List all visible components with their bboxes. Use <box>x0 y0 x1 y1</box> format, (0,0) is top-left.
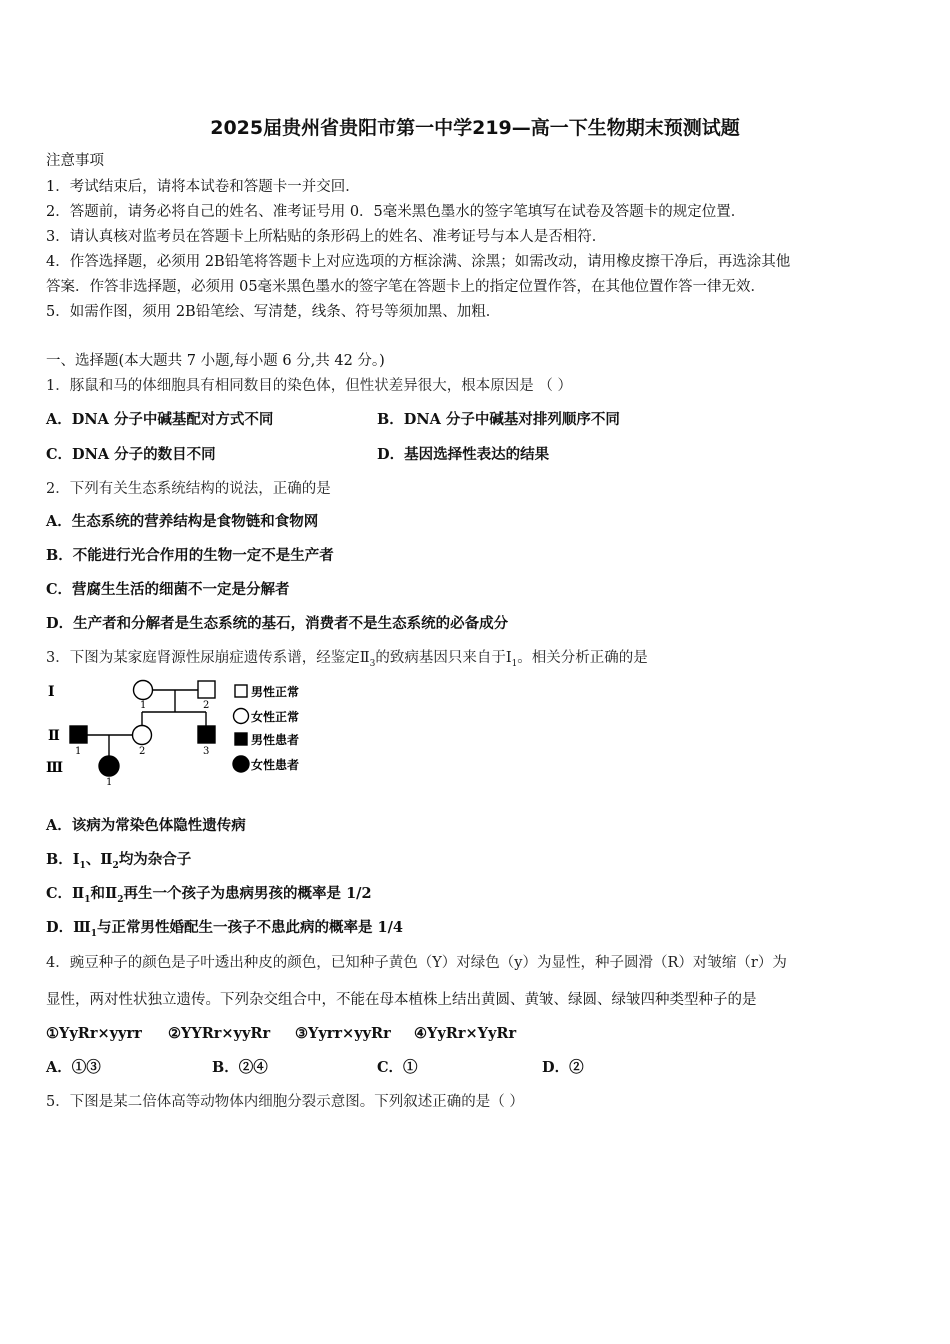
gen-label-ii: Ⅱ <box>48 728 60 744</box>
i2-male-normal <box>198 681 215 698</box>
notice-item-4: 4．作答选择题，必须用 2B铅笔将答题卡上对应选项的方框涂满、涂黑；如需改动，请用橡皮擦干净后，再选涂其他 <box>46 254 791 270</box>
ii2-number: 2 <box>139 746 146 757</box>
q1-option-a: A．DNA 分子中碱基配对方式不同 <box>46 411 274 428</box>
legend-female-affected: 女性患者 <box>251 758 300 772</box>
legend-male-affected: 男性患者 <box>251 733 300 747</box>
i1-number: 1 <box>140 700 147 711</box>
ii2-female-normal <box>133 726 152 745</box>
legend-female-normal: 女性正常 <box>251 710 300 724</box>
notice-item-2: 2．答题前，请务必将自己的姓名、准考证号用 0．5毫米黑色墨水的签字笔填写在试卷及答题卡的规定位置． <box>46 204 746 220</box>
q4-option-d: D．② <box>542 1059 584 1076</box>
q1-option-d: D．基因选择性表达的结果 <box>377 446 550 463</box>
page-title: 2025届贵州省贵阳市第一中学219—高一下生物期末预测试题 <box>210 117 740 139</box>
q4-option-c: C．① <box>377 1059 418 1076</box>
ii1-number: 1 <box>75 746 82 757</box>
q4-option-a: A．①③ <box>46 1059 101 1076</box>
q3-option-a: A．该病为常染色体隐性遗传病 <box>46 817 246 834</box>
q4-combo-3: ③Yyrr×yyRr <box>295 1025 391 1042</box>
q4-option-b: B．②④ <box>212 1059 268 1076</box>
gen-label-i: Ⅰ <box>48 684 55 700</box>
q3-option-c: C．$Ⅱ_1$和$Ⅱ_2$再生一个孩子为患病男孩的概率是 1/2 <box>46 885 372 905</box>
notice-item-5: 5．如需作图，须用 2B铅笔绘、写清楚，线条、符号等须加黑、加粗． <box>46 304 501 320</box>
q1-option-b: B．DNA 分子中碱基对排列顺序不同 <box>377 411 620 428</box>
q4-stem-line2: 显性，两对性状独立遗传。下列杂交组合中，不能在母本植株上结出黄圆、黄皱、绿圆、绿皱四种类型种子的是 <box>46 992 757 1008</box>
q2-option-d: D．生产者和分解者是生态系统的基石，消费者不是生态系统的必备成分 <box>46 615 509 632</box>
iii1-female-affected <box>99 756 119 776</box>
q3-option-d: D．$Ⅲ_1$与正常男性婚配生一孩子不患此病的概率是 1/4 <box>46 919 404 939</box>
i1-female-normal <box>134 681 153 700</box>
notice-heading: 注意事项 <box>46 153 104 169</box>
pedigree-chart <box>40 676 340 792</box>
section-heading: 一、选择题(本大题共 7 小题,每小题 6 分,共 42 分。) <box>46 353 385 369</box>
notice-item-3: 3．请认真核对监考员在答题卡上所粘贴的条形码上的姓名、准考证号与本人是否相符． <box>46 229 607 245</box>
q3-stem: 3．下图为某家庭肾源性尿崩症遗传系谱，经鉴定$Ⅱ_3$的致病基因只来自于$Ⅰ_1$。相关分析正确的是 <box>46 650 648 669</box>
q2-option-a: A．生态系统的营养结构是食物链和食物网 <box>46 513 319 530</box>
q1-stem: 1．豚鼠和马的体细胞具有相同数目的染色体，但性状差异很大，根本原因是 （ ） <box>46 378 572 394</box>
q2-stem: 2．下列有关生态系统结构的说法，正确的是 <box>46 481 331 497</box>
iii1-number: 1 <box>106 777 113 788</box>
notice-item-4-cont: 答案．作答非选择题，必须用 05毫米黑色墨水的签字笔在答题卡上的指定位置作答，在其他位置作答一律无效． <box>46 279 766 295</box>
q4-stem-line1: 4．豌豆种子的颜色是子叶透出种皮的颜色，已知种子黄色（Y）对绿色（y）为显性，种子圆滑（R）对皱缩（r）为 <box>46 955 787 971</box>
q2-option-b: B．不能进行光合作用的生物一定不是生产者 <box>46 547 334 564</box>
ii3-male-affected <box>198 726 215 743</box>
ii1-male-affected <box>70 726 87 743</box>
q4-combo-2: ②YYRr×yyRr <box>168 1025 271 1042</box>
q3-option-b: B．$Ⅰ_1$、$Ⅱ_2$均为杂合子 <box>46 851 192 871</box>
gen-label-iii: Ⅲ <box>46 760 64 776</box>
q2-option-c: C．营腐生生活的细菌不一定是分解者 <box>46 581 290 598</box>
ii3-number: 3 <box>203 746 210 757</box>
q1-option-c: C．DNA 分子的数目不同 <box>46 446 216 463</box>
legend-male-normal: 男性正常 <box>251 685 300 699</box>
notice-item-1: 1．考试结束后，请将本试卷和答题卡一并交回． <box>46 179 360 195</box>
q4-combo-4: ④YyRr×YyRr <box>414 1025 517 1042</box>
i2-number: 2 <box>203 700 210 711</box>
q4-combo-1: ①YyRr×yyrr <box>46 1025 142 1042</box>
q5-stem: 5．下图是某二倍体高等动物体内细胞分裂示意图。下列叙述正确的是（ ） <box>46 1094 524 1110</box>
